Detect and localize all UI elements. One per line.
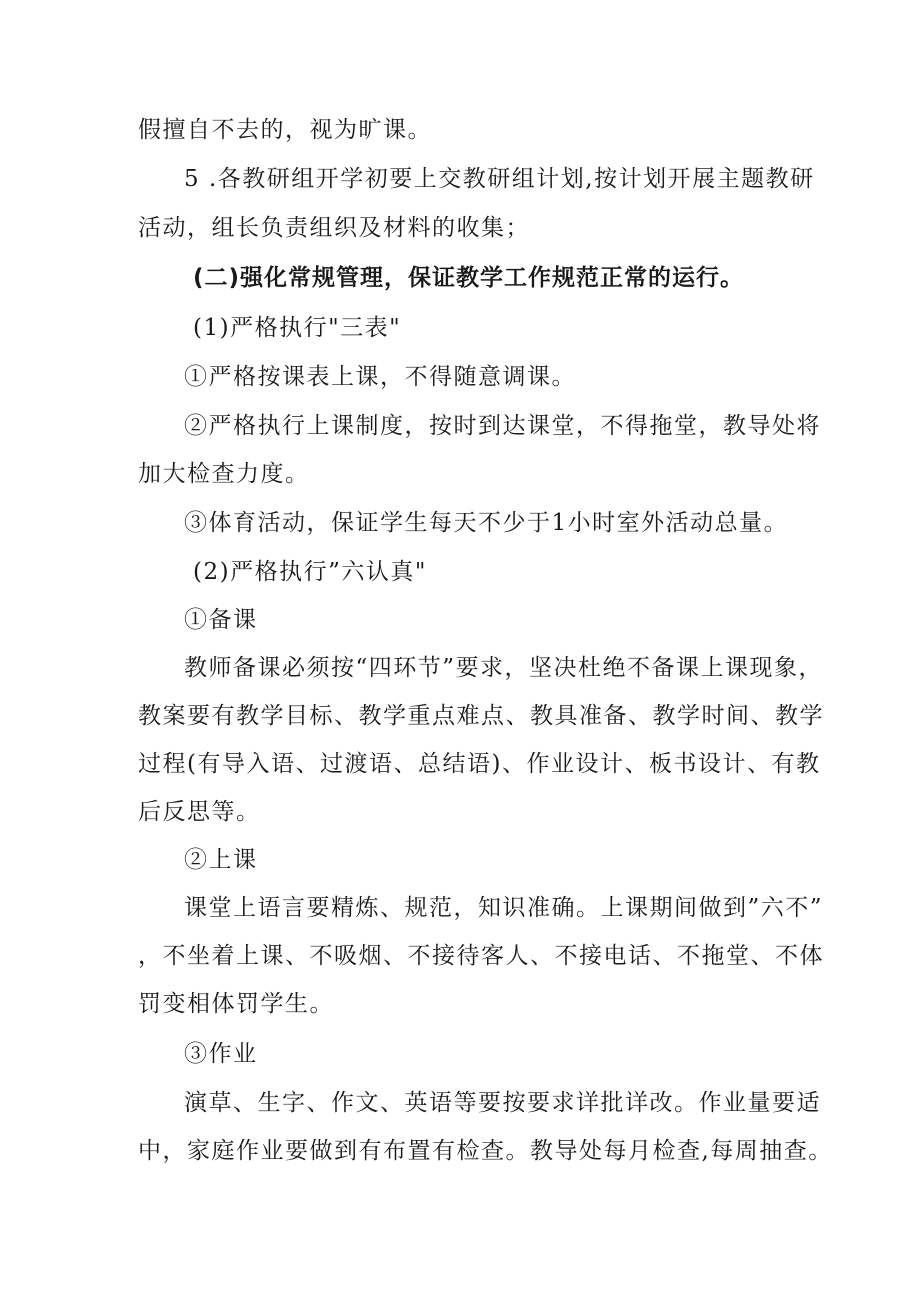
paragraph-line: 教师备课必须按“四环节”要求，坚决杜绝不备课上课现象， <box>184 655 824 681</box>
list-item: ①严格按课表上课，不得随意调课。 <box>184 364 576 390</box>
paragraph-line: 中，家庭作业要做到有布置有检查。教导处每月检查,每周抽查。 <box>138 1138 833 1164</box>
item-heading: ①备课 <box>184 607 258 633</box>
paragraph-line: 罚变相体罚学生。 <box>138 991 334 1017</box>
section-heading: (二)强化常规管理，保证教学工作规范正常的运行。 <box>193 265 745 291</box>
item-heading: ③作业 <box>184 1041 258 1067</box>
subsection-heading: (2)严格执行”六认真" <box>193 559 427 585</box>
paragraph-line: 5 .各教研组开学初要上交教研组计划,按计划开展主题教研 <box>184 166 815 192</box>
subsection-heading: (1)严格执行"三表" <box>193 315 402 341</box>
item-heading: ②上课 <box>184 847 258 873</box>
paragraph-line: 教案要有教学目标、教学重点难点、教具准备、教学时间、教学 <box>138 703 824 729</box>
list-item: ②严格执行上课制度，按时到达课堂，不得拖堂，教导处将 <box>184 413 821 439</box>
paragraph-line: 课堂上语言要精炼、规范，知识准确。上课期间做到”六不” <box>184 895 824 921</box>
paragraph-line: 假擅自不去的，视为旷课。 <box>138 117 432 143</box>
paragraph-line: 演草、生字、作文、英语等要按要求详批详改。作业量要适 <box>184 1090 821 1116</box>
paragraph-line: 过程(有导入语、过渡语、总结语)、作业设计、板书设计、有教 <box>138 751 821 777</box>
paragraph-line: 加大检查力度。 <box>138 461 310 487</box>
paragraph-line: ，不坐着上课、不吸烟、不接待客人、不接电话、不拖堂、不体 <box>138 943 824 969</box>
paragraph-line: 活动，组长负责组织及材料的收集； <box>138 215 530 241</box>
paragraph-line: 后反思等。 <box>138 799 261 825</box>
list-item: ③体育活动，保证学生每天不少于1小时室外活动总量。 <box>184 510 789 536</box>
